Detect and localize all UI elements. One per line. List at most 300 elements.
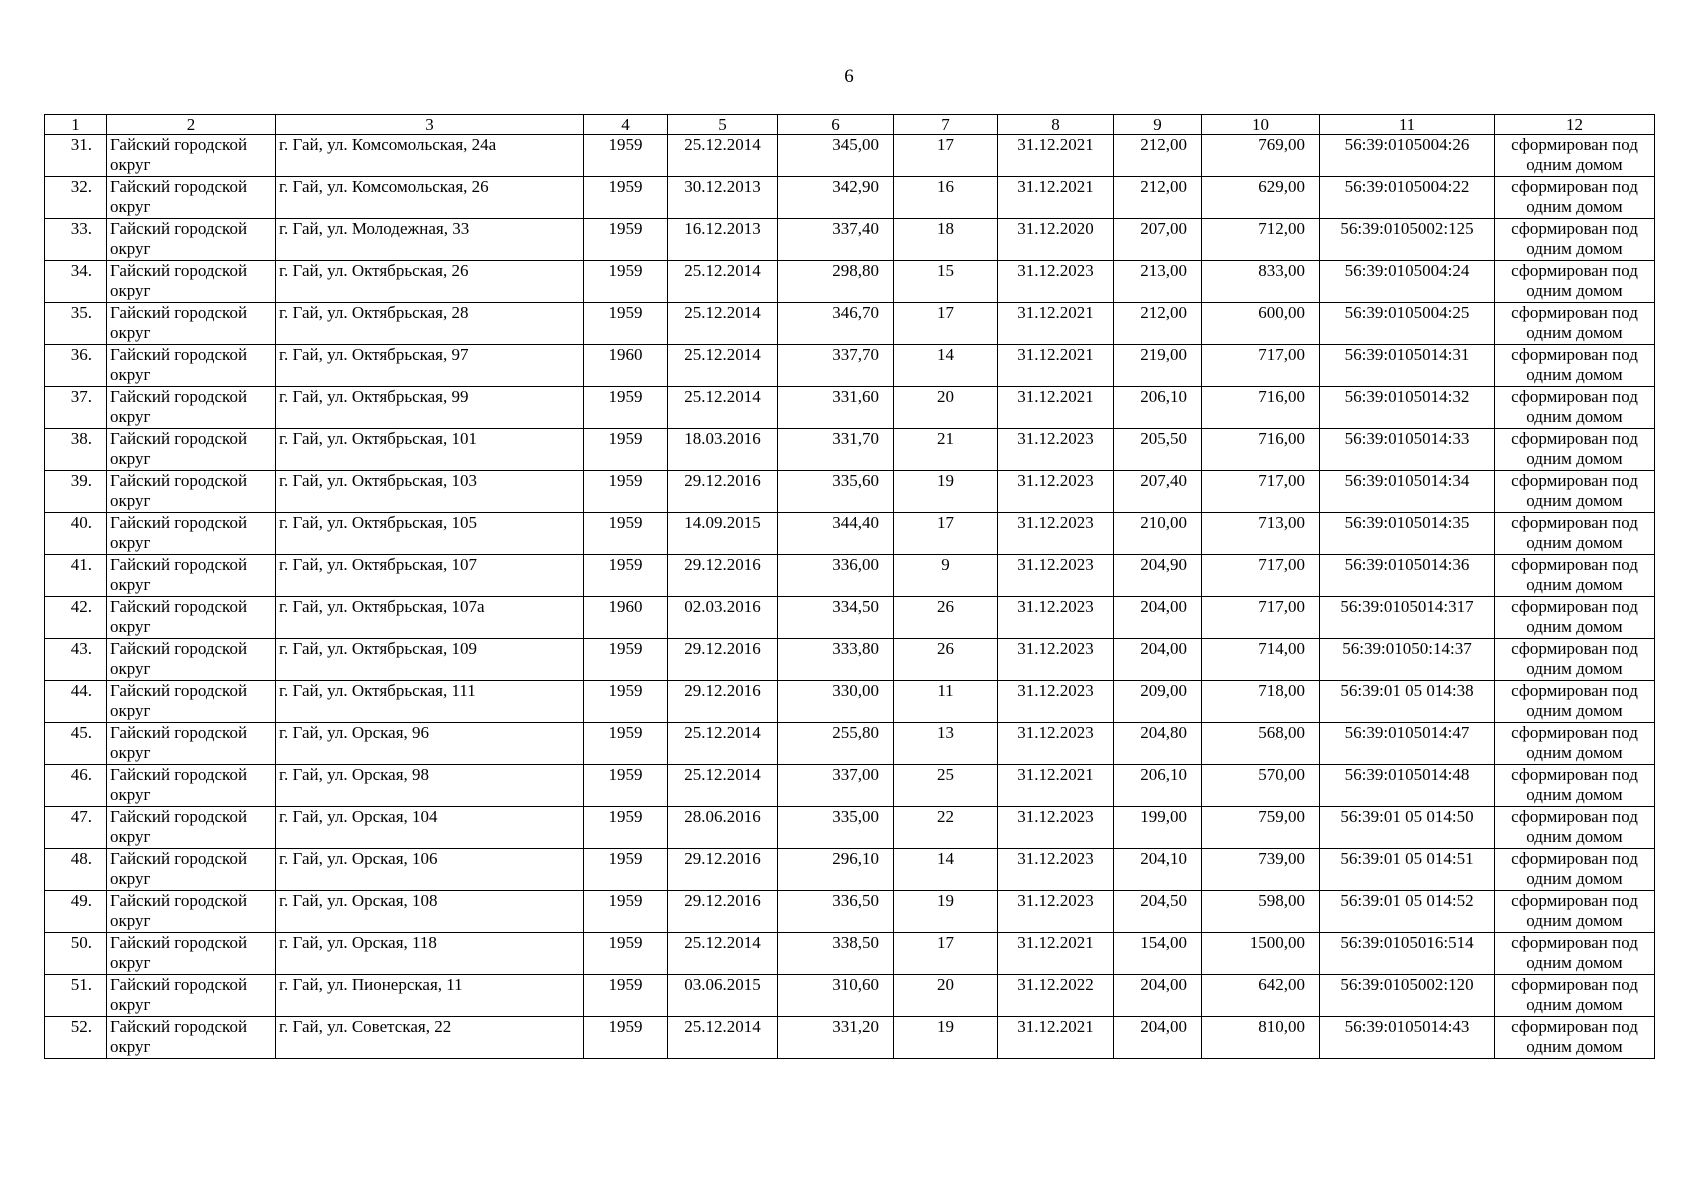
date-cell: 25.12.2014 [668, 723, 778, 765]
plot-status-cell: сформирован под одним домом [1495, 177, 1655, 219]
table-row [45, 261, 1655, 303]
year-built-cell: 1959 [584, 807, 668, 849]
cadastral-number-cell: 56:39:0105014:43 [1320, 1017, 1495, 1059]
plot-status-cell: сформирован под одним домом [1495, 849, 1655, 891]
address-cell: г. Гай, ул. Советская, 22 [276, 1017, 584, 1059]
plot-area-cell: 713,00 [1202, 513, 1320, 555]
address-cell: г. Гай, ул. Октябрьская, 109 [276, 639, 584, 681]
deadline-cell: 31.12.2021 [998, 135, 1114, 177]
row-number: 52. [45, 1017, 107, 1059]
plot-status-cell: сформирован под одним домом [1495, 723, 1655, 765]
table-row [45, 219, 1655, 261]
municipality-cell: Гайский городской округ [107, 303, 276, 345]
area2-cell: 206,10 [1114, 765, 1202, 807]
cadastral-number-cell: 56:39:0105014:31 [1320, 345, 1495, 387]
date-cell: 25.12.2014 [668, 765, 778, 807]
row-number: 35. [45, 303, 107, 345]
residents-cell: 26 [894, 597, 998, 639]
municipality-cell: Гайский городской округ [107, 345, 276, 387]
area-cell: 342,90 [778, 177, 894, 219]
table-row [45, 429, 1655, 471]
area2-cell: 219,00 [1114, 345, 1202, 387]
row-number: 40. [45, 513, 107, 555]
plot-status-cell: сформирован под одним домом [1495, 1017, 1655, 1059]
residents-cell: 16 [894, 177, 998, 219]
plot-status-cell: сформирован под одним домом [1495, 807, 1655, 849]
row-number: 33. [45, 219, 107, 261]
plot-area-cell: 716,00 [1202, 429, 1320, 471]
plot-area-cell: 600,00 [1202, 303, 1320, 345]
cadastral-number-cell: 56:39:0105014:47 [1320, 723, 1495, 765]
cadastral-number-cell: 56:39:0105004:24 [1320, 261, 1495, 303]
year-built-cell: 1959 [584, 681, 668, 723]
deadline-cell: 31.12.2023 [998, 555, 1114, 597]
address-cell: г. Гай, ул. Пионерская, 11 [276, 975, 584, 1017]
residents-cell: 19 [894, 471, 998, 513]
address-cell: г. Гай, ул. Октябрьская, 28 [276, 303, 584, 345]
year-built-cell: 1959 [584, 303, 668, 345]
date-cell: 29.12.2016 [668, 681, 778, 723]
cadastral-number-cell: 56:39:0105016:514 [1320, 933, 1495, 975]
deadline-cell: 31.12.2023 [998, 807, 1114, 849]
table-row [45, 639, 1655, 681]
row-number: 41. [45, 555, 107, 597]
plot-status-cell: сформирован под одним домом [1495, 555, 1655, 597]
column-header: 4 [584, 115, 668, 135]
column-header: 7 [894, 115, 998, 135]
municipality-cell: Гайский городской округ [107, 555, 276, 597]
deadline-cell: 31.12.2021 [998, 177, 1114, 219]
area-cell: 345,00 [778, 135, 894, 177]
area-cell: 255,80 [778, 723, 894, 765]
plot-area-cell: 717,00 [1202, 555, 1320, 597]
residents-cell: 17 [894, 933, 998, 975]
area-cell: 337,00 [778, 765, 894, 807]
area2-cell: 209,00 [1114, 681, 1202, 723]
cadastral-number-cell: 56:39:0105014:317 [1320, 597, 1495, 639]
municipality-cell: Гайский городской округ [107, 513, 276, 555]
deadline-cell: 31.12.2023 [998, 639, 1114, 681]
column-header: 3 [276, 115, 584, 135]
area-cell: 336,50 [778, 891, 894, 933]
plot-status-cell: сформирован под одним домом [1495, 303, 1655, 345]
table-row [45, 807, 1655, 849]
row-number: 42. [45, 597, 107, 639]
municipality-cell: Гайский городской округ [107, 597, 276, 639]
residents-cell: 17 [894, 303, 998, 345]
plot-area-cell: 769,00 [1202, 135, 1320, 177]
year-built-cell: 1959 [584, 723, 668, 765]
municipality-cell: Гайский городской округ [107, 261, 276, 303]
municipality-cell: Гайский городской округ [107, 471, 276, 513]
year-built-cell: 1959 [584, 219, 668, 261]
area2-cell: 212,00 [1114, 135, 1202, 177]
plot-area-cell: 717,00 [1202, 471, 1320, 513]
address-cell: г. Гай, ул. Октябрьская, 103 [276, 471, 584, 513]
row-number: 34. [45, 261, 107, 303]
table-row [45, 975, 1655, 1017]
row-number: 37. [45, 387, 107, 429]
row-number: 36. [45, 345, 107, 387]
deadline-cell: 31.12.2023 [998, 471, 1114, 513]
area-cell: 337,70 [778, 345, 894, 387]
municipality-cell: Гайский городской округ [107, 891, 276, 933]
plot-area-cell: 568,00 [1202, 723, 1320, 765]
area-cell: 333,80 [778, 639, 894, 681]
area-cell: 296,10 [778, 849, 894, 891]
municipality-cell: Гайский городской округ [107, 177, 276, 219]
table-row [45, 387, 1655, 429]
table-row [45, 471, 1655, 513]
plot-status-cell: сформирован под одним домом [1495, 975, 1655, 1017]
date-cell: 29.12.2016 [668, 891, 778, 933]
residents-cell: 14 [894, 849, 998, 891]
row-number: 38. [45, 429, 107, 471]
plot-area-cell: 833,00 [1202, 261, 1320, 303]
deadline-cell: 31.12.2023 [998, 261, 1114, 303]
address-cell: г. Гай, ул. Октябрьская, 107 [276, 555, 584, 597]
date-cell: 25.12.2014 [668, 345, 778, 387]
plot-area-cell: 570,00 [1202, 765, 1320, 807]
year-built-cell: 1959 [584, 471, 668, 513]
row-number: 47. [45, 807, 107, 849]
cadastral-number-cell: 56:39:0105004:25 [1320, 303, 1495, 345]
residents-cell: 19 [894, 1017, 998, 1059]
table-row [45, 597, 1655, 639]
residents-cell: 11 [894, 681, 998, 723]
municipality-cell: Гайский городской округ [107, 975, 276, 1017]
year-built-cell: 1959 [584, 177, 668, 219]
year-built-cell: 1960 [584, 597, 668, 639]
plot-area-cell: 642,00 [1202, 975, 1320, 1017]
column-header: 2 [107, 115, 276, 135]
date-cell: 16.12.2013 [668, 219, 778, 261]
area-cell: 330,00 [778, 681, 894, 723]
area-cell: 344,40 [778, 513, 894, 555]
deadline-cell: 31.12.2021 [998, 933, 1114, 975]
year-built-cell: 1959 [584, 975, 668, 1017]
address-cell: г. Гай, ул. Комсомольская, 26 [276, 177, 584, 219]
plot-status-cell: сформирован под одним домом [1495, 429, 1655, 471]
table-row [45, 513, 1655, 555]
cadastral-number-cell: 56:39:0105002:120 [1320, 975, 1495, 1017]
plot-area-cell: 759,00 [1202, 807, 1320, 849]
row-number: 49. [45, 891, 107, 933]
plot-status-cell: сформирован под одним домом [1495, 933, 1655, 975]
address-cell: г. Гай, ул. Орская, 108 [276, 891, 584, 933]
plot-area-cell: 717,00 [1202, 345, 1320, 387]
residents-cell: 18 [894, 219, 998, 261]
residents-cell: 22 [894, 807, 998, 849]
year-built-cell: 1959 [584, 555, 668, 597]
year-built-cell: 1959 [584, 135, 668, 177]
municipality-cell: Гайский городской округ [107, 723, 276, 765]
residents-cell: 25 [894, 765, 998, 807]
area2-cell: 204,00 [1114, 639, 1202, 681]
area2-cell: 212,00 [1114, 303, 1202, 345]
date-cell: 25.12.2014 [668, 261, 778, 303]
residents-cell: 21 [894, 429, 998, 471]
cadastral-number-cell: 56:39:01 05 014:52 [1320, 891, 1495, 933]
housing-register-table [44, 114, 1655, 1059]
plot-area-cell: 810,00 [1202, 1017, 1320, 1059]
deadline-cell: 31.12.2023 [998, 891, 1114, 933]
column-header: 1 [45, 115, 107, 135]
municipality-cell: Гайский городской округ [107, 429, 276, 471]
year-built-cell: 1959 [584, 429, 668, 471]
plot-status-cell: сформирован под одним домом [1495, 345, 1655, 387]
table-body [45, 135, 1655, 1059]
date-cell: 25.12.2014 [668, 303, 778, 345]
area-cell: 334,50 [778, 597, 894, 639]
area-cell: 338,50 [778, 933, 894, 975]
date-cell: 02.03.2016 [668, 597, 778, 639]
year-built-cell: 1959 [584, 513, 668, 555]
date-cell: 28.06.2016 [668, 807, 778, 849]
plot-status-cell: сформирован под одним домом [1495, 135, 1655, 177]
area2-cell: 204,00 [1114, 975, 1202, 1017]
area2-cell: 206,10 [1114, 387, 1202, 429]
address-cell: г. Гай, ул. Комсомольская, 24а [276, 135, 584, 177]
address-cell: г. Гай, ул. Октябрьская, 99 [276, 387, 584, 429]
area2-cell: 205,50 [1114, 429, 1202, 471]
area2-cell: 204,00 [1114, 1017, 1202, 1059]
plot-area-cell: 1500,00 [1202, 933, 1320, 975]
area2-cell: 154,00 [1114, 933, 1202, 975]
row-number: 51. [45, 975, 107, 1017]
area2-cell: 204,10 [1114, 849, 1202, 891]
municipality-cell: Гайский городской округ [107, 1017, 276, 1059]
date-cell: 29.12.2016 [668, 555, 778, 597]
plot-area-cell: 629,00 [1202, 177, 1320, 219]
table-row [45, 135, 1655, 177]
residents-cell: 20 [894, 975, 998, 1017]
table-row [45, 303, 1655, 345]
year-built-cell: 1959 [584, 387, 668, 429]
year-built-cell: 1959 [584, 933, 668, 975]
plot-status-cell: сформирован под одним домом [1495, 513, 1655, 555]
area-cell: 337,40 [778, 219, 894, 261]
residents-cell: 14 [894, 345, 998, 387]
area2-cell: 204,80 [1114, 723, 1202, 765]
residents-cell: 19 [894, 891, 998, 933]
plot-area-cell: 714,00 [1202, 639, 1320, 681]
cadastral-number-cell: 56:39:01 05 014:50 [1320, 807, 1495, 849]
cadastral-number-cell: 56:39:0105014:36 [1320, 555, 1495, 597]
column-header: 9 [1114, 115, 1202, 135]
address-cell: г. Гай, ул. Орская, 104 [276, 807, 584, 849]
date-cell: 30.12.2013 [668, 177, 778, 219]
area2-cell: 207,00 [1114, 219, 1202, 261]
date-cell: 29.12.2016 [668, 639, 778, 681]
area-cell: 331,20 [778, 1017, 894, 1059]
table-row [45, 933, 1655, 975]
area2-cell: 204,50 [1114, 891, 1202, 933]
area-cell: 346,70 [778, 303, 894, 345]
cadastral-number-cell: 56:39:0105014:34 [1320, 471, 1495, 513]
deadline-cell: 31.12.2023 [998, 513, 1114, 555]
municipality-cell: Гайский городской округ [107, 639, 276, 681]
cadastral-number-cell: 56:39:0105002:125 [1320, 219, 1495, 261]
area2-cell: 199,00 [1114, 807, 1202, 849]
plot-area-cell: 716,00 [1202, 387, 1320, 429]
plot-area-cell: 739,00 [1202, 849, 1320, 891]
area-cell: 336,00 [778, 555, 894, 597]
cadastral-number-cell: 56:39:0105014:48 [1320, 765, 1495, 807]
area2-cell: 204,90 [1114, 555, 1202, 597]
municipality-cell: Гайский городской округ [107, 807, 276, 849]
date-cell: 25.12.2014 [668, 135, 778, 177]
area2-cell: 212,00 [1114, 177, 1202, 219]
plot-status-cell: сформирован под одним домом [1495, 261, 1655, 303]
municipality-cell: Гайский городской округ [107, 849, 276, 891]
deadline-cell: 31.12.2021 [998, 345, 1114, 387]
address-cell: г. Гай, ул. Октябрьская, 97 [276, 345, 584, 387]
plot-status-cell: сформирован под одним домом [1495, 471, 1655, 513]
area2-cell: 204,00 [1114, 597, 1202, 639]
table-row [45, 555, 1655, 597]
date-cell: 25.12.2014 [668, 1017, 778, 1059]
plot-area-cell: 598,00 [1202, 891, 1320, 933]
column-header: 8 [998, 115, 1114, 135]
date-cell: 18.03.2016 [668, 429, 778, 471]
deadline-cell: 31.12.2023 [998, 597, 1114, 639]
deadline-cell: 31.12.2021 [998, 765, 1114, 807]
plot-status-cell: сформирован под одним домом [1495, 681, 1655, 723]
table-row [45, 177, 1655, 219]
table-row [45, 891, 1655, 933]
area2-cell: 213,00 [1114, 261, 1202, 303]
column-header: 6 [778, 115, 894, 135]
deadline-cell: 31.12.2023 [998, 429, 1114, 471]
municipality-cell: Гайский городской округ [107, 219, 276, 261]
area-cell: 331,70 [778, 429, 894, 471]
cadastral-number-cell: 56:39:0105004:26 [1320, 135, 1495, 177]
address-cell: г. Гай, ул. Октябрьская, 26 [276, 261, 584, 303]
date-cell: 14.09.2015 [668, 513, 778, 555]
area-cell: 335,60 [778, 471, 894, 513]
deadline-cell: 31.12.2020 [998, 219, 1114, 261]
deadline-cell: 31.12.2021 [998, 387, 1114, 429]
plot-status-cell: сформирован под одним домом [1495, 891, 1655, 933]
plot-area-cell: 718,00 [1202, 681, 1320, 723]
plot-status-cell: сформирован под одним домом [1495, 387, 1655, 429]
residents-cell: 26 [894, 639, 998, 681]
residents-cell: 9 [894, 555, 998, 597]
row-number: 48. [45, 849, 107, 891]
residents-cell: 17 [894, 135, 998, 177]
residents-cell: 17 [894, 513, 998, 555]
table-row [45, 1017, 1655, 1059]
address-cell: г. Гай, ул. Октябрьская, 105 [276, 513, 584, 555]
municipality-cell: Гайский городской округ [107, 765, 276, 807]
area2-cell: 210,00 [1114, 513, 1202, 555]
municipality-cell: Гайский городской округ [107, 681, 276, 723]
cadastral-number-cell: 56:39:01050:14:37 [1320, 639, 1495, 681]
row-number: 45. [45, 723, 107, 765]
plot-status-cell: сформирован под одним домом [1495, 639, 1655, 681]
table-row [45, 765, 1655, 807]
residents-cell: 13 [894, 723, 998, 765]
plot-status-cell: сформирован под одним домом [1495, 597, 1655, 639]
year-built-cell: 1959 [584, 261, 668, 303]
cadastral-number-cell: 56:39:01 05 014:51 [1320, 849, 1495, 891]
municipality-cell: Гайский городской округ [107, 135, 276, 177]
area-cell: 331,60 [778, 387, 894, 429]
cadastral-number-cell: 56:39:0105014:33 [1320, 429, 1495, 471]
date-cell: 29.12.2016 [668, 471, 778, 513]
deadline-cell: 31.12.2023 [998, 723, 1114, 765]
address-cell: г. Гай, ул. Октябрьская, 107а [276, 597, 584, 639]
table-row [45, 723, 1655, 765]
table-row [45, 345, 1655, 387]
table-row [45, 681, 1655, 723]
year-built-cell: 1959 [584, 639, 668, 681]
cadastral-number-cell: 56:39:01 05 014:38 [1320, 681, 1495, 723]
address-cell: г. Гай, ул. Молодежная, 33 [276, 219, 584, 261]
municipality-cell: Гайский городской округ [107, 387, 276, 429]
row-number: 43. [45, 639, 107, 681]
date-cell: 03.06.2015 [668, 975, 778, 1017]
date-cell: 25.12.2014 [668, 387, 778, 429]
deadline-cell: 31.12.2023 [998, 849, 1114, 891]
cadastral-number-cell: 56:39:0105004:22 [1320, 177, 1495, 219]
row-number: 31. [45, 135, 107, 177]
year-built-cell: 1960 [584, 345, 668, 387]
year-built-cell: 1959 [584, 849, 668, 891]
column-header: 10 [1202, 115, 1320, 135]
plot-area-cell: 717,00 [1202, 597, 1320, 639]
residents-cell: 20 [894, 387, 998, 429]
municipality-cell: Гайский городской округ [107, 933, 276, 975]
row-number: 32. [45, 177, 107, 219]
deadline-cell: 31.12.2023 [998, 681, 1114, 723]
cadastral-number-cell: 56:39:0105014:35 [1320, 513, 1495, 555]
year-built-cell: 1959 [584, 1017, 668, 1059]
deadline-cell: 31.12.2021 [998, 1017, 1114, 1059]
address-cell: г. Гай, ул. Орская, 118 [276, 933, 584, 975]
area2-cell: 207,40 [1114, 471, 1202, 513]
address-cell: г. Гай, ул. Октябрьская, 101 [276, 429, 584, 471]
area-cell: 298,80 [778, 261, 894, 303]
deadline-cell: 31.12.2022 [998, 975, 1114, 1017]
deadline-cell: 31.12.2021 [998, 303, 1114, 345]
column-number-row [45, 115, 1655, 135]
year-built-cell: 1959 [584, 765, 668, 807]
table-header [45, 115, 1655, 135]
address-cell: г. Гай, ул. Орская, 96 [276, 723, 584, 765]
column-header: 12 [1495, 115, 1655, 135]
column-header: 11 [1320, 115, 1495, 135]
plot-area-cell: 712,00 [1202, 219, 1320, 261]
page-number: 6 [844, 66, 854, 87]
row-number: 44. [45, 681, 107, 723]
row-number: 50. [45, 933, 107, 975]
table-row [45, 849, 1655, 891]
area-cell: 335,00 [778, 807, 894, 849]
residents-cell: 15 [894, 261, 998, 303]
cadastral-number-cell: 56:39:0105014:32 [1320, 387, 1495, 429]
date-cell: 29.12.2016 [668, 849, 778, 891]
column-header: 5 [668, 115, 778, 135]
row-number: 46. [45, 765, 107, 807]
area-cell: 310,60 [778, 975, 894, 1017]
year-built-cell: 1959 [584, 891, 668, 933]
address-cell: г. Гай, ул. Орская, 106 [276, 849, 584, 891]
address-cell: г. Гай, ул. Октябрьская, 111 [276, 681, 584, 723]
row-number: 39. [45, 471, 107, 513]
plot-status-cell: сформирован под одним домом [1495, 765, 1655, 807]
